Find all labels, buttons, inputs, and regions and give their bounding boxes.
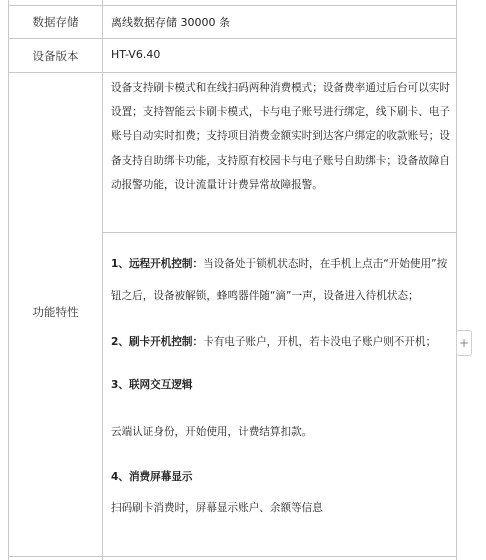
intro-paragraph (111, 76, 455, 197)
intro-line: 备支持自助绑卡功能，支持原有校园卡与电子账号自助绑卡；设备故障自 (111, 154, 450, 167)
table-border-left (8, 0, 9, 560)
subrow-divider (102, 232, 457, 233)
feature-remote-start (111, 256, 447, 271)
intro-line: 动报警功能，设计流量计计费异常故障报警。 (111, 178, 323, 191)
feature-text: 卡有电子账户，开机，若卡没电子账户则不开机； (203, 336, 437, 348)
feature-title: 2、刷卡开机控制： (111, 336, 204, 348)
version-value: HT-V6.40 (111, 48, 161, 61)
intro-line: 设备支持刷卡模式和在线扫码两种消费模式；设备费率通过后台可以实时 (111, 82, 450, 94)
feature-text: 云端认证身份，开始使用，计费结算扣款。 (111, 426, 313, 438)
feature-text-continued: 钮之后，设备被解锁，蜂鸣器伴随“滴”一声，设备进入待机状态； (111, 290, 419, 302)
column-divider (102, 0, 103, 560)
feature-text: 扫码刷卡消费时，屏幕显示账户、余额等信息 (111, 502, 323, 514)
feature-text: 当设备处于锁机状态时，在手机上点击“开始使用”按 (203, 258, 448, 270)
feature-title: 4、消费屏幕显示 (111, 471, 193, 483)
feature-card-start (111, 334, 436, 349)
storage-value: 离线数据存储 30000 条 (111, 16, 230, 29)
intro-line: 账号自动实时扣费；支持项目消费金额实时到达客户绑定的收款账号；设 (111, 130, 450, 143)
table-border-right (456, 0, 457, 560)
row-divider (8, 72, 457, 73)
expand-icon[interactable]: + (456, 330, 472, 356)
intro-line: 设置；支持智能云卡刷卡模式，卡与电子账号进行绑定，线下刷卡、电子 (111, 106, 450, 119)
storage-label: 数据存储 (32, 15, 79, 29)
version-label: 设备版本 (32, 48, 79, 63)
features-label: 功能特性 (32, 305, 79, 319)
feature-title: 1、远程开机控制： (111, 258, 204, 270)
feature-title: 3、联网交互逻辑 (111, 379, 193, 391)
row-divider (8, 556, 457, 557)
